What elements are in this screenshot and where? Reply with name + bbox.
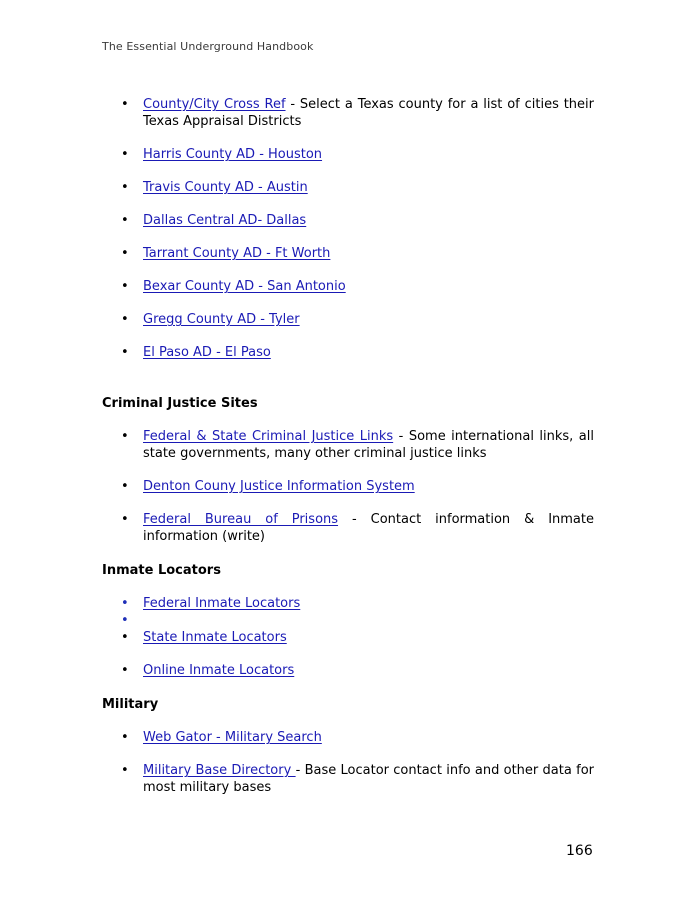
list-item (102, 278, 594, 295)
link-federal-bureau-of-prisons[interactable]: Federal Bureau of Prisons (143, 512, 339, 527)
list-item (102, 478, 594, 495)
link-travis-county-ad[interactable]: Travis County AD - Austin (143, 180, 308, 195)
bullet-icon: • (121, 147, 129, 162)
bullet-icon: • (121, 630, 129, 645)
bullet-icon: • (121, 429, 129, 444)
link-online-inmate-locators[interactable]: Online Inmate Locators (143, 663, 295, 678)
list-item (102, 311, 594, 328)
criminal-justice-list (102, 428, 594, 545)
link-military-base-directory[interactable]: Military Base Directory (143, 763, 296, 778)
item-description: - Base Locator contact info and other data for most military bases (143, 763, 594, 795)
link-web-gator-military-search[interactable]: Web Gator - Military Search (143, 730, 322, 745)
link-el-paso-ad[interactable]: El Paso AD - El Paso (143, 345, 271, 360)
item-description: - Select a Texas county for a list of cities their Texas Appraisal Districts (143, 97, 594, 129)
bullet-icon: • (121, 246, 129, 261)
bullet-icon: • (121, 97, 129, 112)
running-header: The Essential Underground Handbook (102, 40, 314, 53)
section-heading-criminal-justice: Criminal Justice Sites (102, 396, 258, 411)
military-list (102, 729, 594, 796)
list-item (102, 595, 594, 612)
bullet-icon: • (121, 763, 129, 778)
bullet-icon: • (121, 512, 129, 527)
link-state-inmate-locators[interactable]: State Inmate Locators (143, 630, 287, 645)
page-number: 166 (566, 843, 593, 859)
link-federal-inmate-locators[interactable]: Federal Inmate Locators (143, 596, 301, 611)
section-heading-inmate-locators: Inmate Locators (102, 563, 221, 578)
bullet-icon: • (121, 213, 129, 228)
section-heading-military: Military (102, 697, 159, 712)
bullet-icon: • (121, 312, 129, 327)
bullet-icon: • (121, 279, 129, 294)
list-item (102, 245, 594, 262)
list-item (102, 212, 594, 229)
list-item (102, 662, 594, 679)
list-item (102, 762, 594, 796)
link-denton-county-justice[interactable]: Denton Couny Justice Information System (143, 479, 415, 494)
bullet-icon: • (121, 663, 129, 678)
bullet-icon: • (121, 345, 129, 360)
list-item (102, 729, 594, 746)
bullet-icon: • (121, 730, 129, 745)
link-federal-state-criminal-justice[interactable]: Federal & State Criminal Justice Links (143, 429, 394, 444)
list-item (102, 428, 594, 462)
list-item (102, 96, 594, 130)
link-harris-county-ad[interactable]: Harris County AD - Houston (143, 147, 323, 162)
bullet-icon: • (121, 613, 129, 628)
bullet-icon: • (121, 180, 129, 195)
list-item-empty (102, 612, 594, 629)
list-item (102, 146, 594, 163)
bullet-icon: • (121, 479, 129, 494)
list-item (102, 179, 594, 196)
link-dallas-central-ad[interactable]: Dallas Central AD- Dallas (143, 213, 307, 228)
link-gregg-county-ad[interactable]: Gregg County AD - Tyler (143, 312, 300, 327)
link-county-city-cross-ref[interactable]: County/City Cross Ref (143, 97, 286, 112)
inmate-locators-list (102, 595, 594, 679)
bullet-icon: • (121, 596, 129, 611)
list-item (102, 629, 594, 646)
item-description: - Some international links, all state governments, many other criminal justice links (143, 429, 594, 461)
appraisal-district-list (102, 96, 594, 361)
list-item (102, 511, 594, 545)
list-item (102, 344, 594, 361)
link-tarrant-county-ad[interactable]: Tarrant County AD - Ft Worth (143, 246, 331, 261)
link-bexar-county-ad[interactable]: Bexar County AD - San Antonio (143, 279, 346, 294)
page-content (102, 96, 594, 796)
item-description: - Contact information & Inmate information (write) (143, 512, 594, 544)
